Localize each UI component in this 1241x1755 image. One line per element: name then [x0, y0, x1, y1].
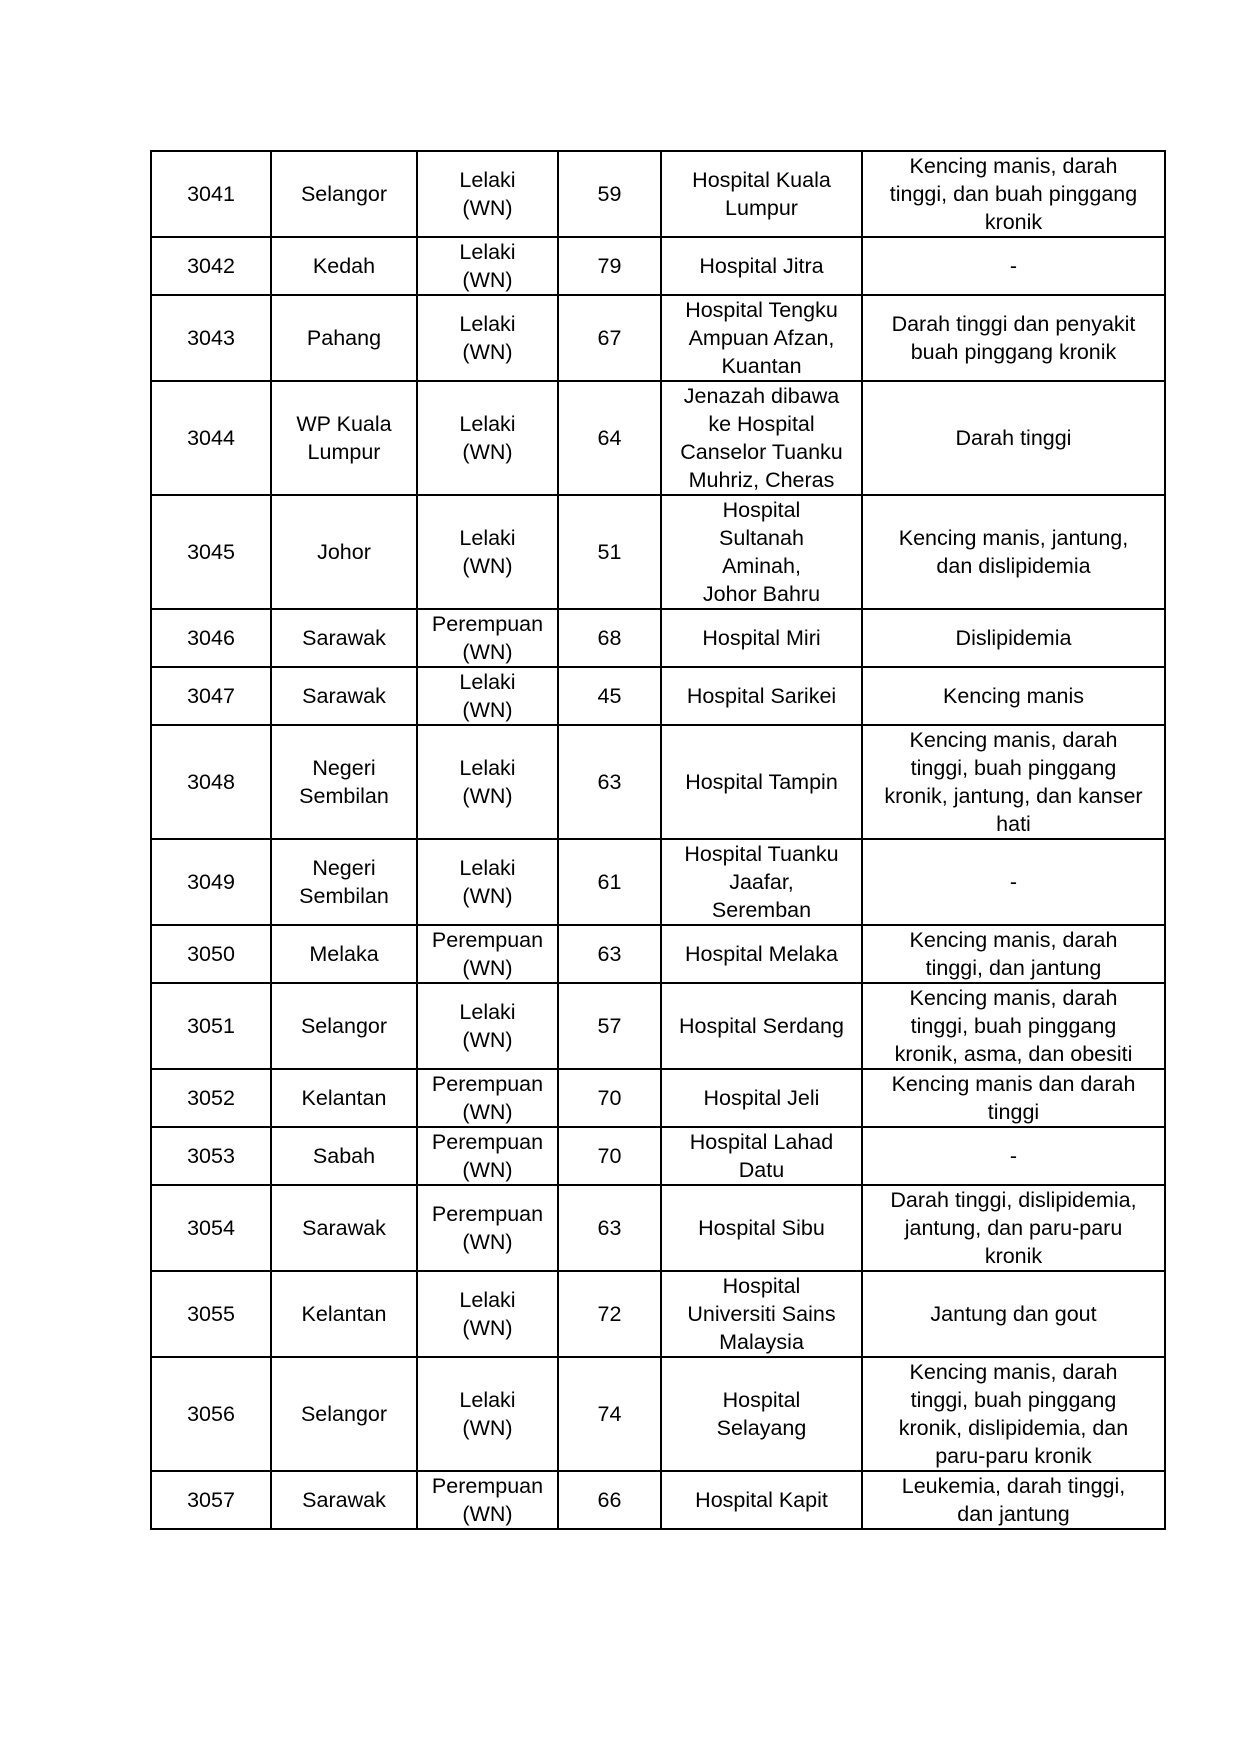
table-row [151, 381, 1165, 495]
case-number-cell: 3052 [151, 1069, 271, 1127]
comorbidity-cell: Kencing manis, darah tinggi, buah pinggang kronik, dislipidemia, dan paru-paru kronik [862, 1357, 1165, 1471]
comorbidity-cell: Kencing manis, darah tinggi, buah pinggang kronik, asma, dan obesiti [862, 983, 1165, 1069]
age-cell: 63 [558, 1185, 661, 1271]
table-row [151, 667, 1165, 725]
table-row [151, 1357, 1165, 1471]
comorbidity-cell: Kencing manis, darah tinggi, dan jantung [862, 925, 1165, 983]
age-cell: 66 [558, 1471, 661, 1529]
age-cell: 59 [558, 151, 661, 237]
state-cell: Sarawak [271, 1471, 417, 1529]
case-table-body [151, 151, 1165, 1529]
gender-cell: Lelaki (WN) [417, 1357, 558, 1471]
hospital-cell: Hospital Sultanah Aminah, Johor Bahru [661, 495, 862, 609]
hospital-cell: Hospital Tengku Ampuan Afzan, Kuantan [661, 295, 862, 381]
age-cell: 70 [558, 1069, 661, 1127]
state-cell: Sarawak [271, 667, 417, 725]
case-number-cell: 3056 [151, 1357, 271, 1471]
state-cell: Sabah [271, 1127, 417, 1185]
hospital-cell: Hospital Serdang [661, 983, 862, 1069]
hospital-cell: Hospital Lahad Datu [661, 1127, 862, 1185]
table-row [151, 237, 1165, 295]
gender-cell: Lelaki (WN) [417, 237, 558, 295]
age-cell: 64 [558, 381, 661, 495]
age-cell: 51 [558, 495, 661, 609]
hospital-cell: Hospital Jitra [661, 237, 862, 295]
age-cell: 72 [558, 1271, 661, 1357]
table-row [151, 1271, 1165, 1357]
comorbidity-cell: Darah tinggi dan penyakit buah pinggang kronik [862, 295, 1165, 381]
table-row [151, 1185, 1165, 1271]
age-cell: 57 [558, 983, 661, 1069]
hospital-cell: Hospital Tampin [661, 725, 862, 839]
case-number-cell: 3042 [151, 237, 271, 295]
comorbidity-cell: Darah tinggi, dislipidemia, jantung, dan paru-paru kronik [862, 1185, 1165, 1271]
gender-cell: Lelaki (WN) [417, 381, 558, 495]
age-cell: 61 [558, 839, 661, 925]
age-cell: 74 [558, 1357, 661, 1471]
state-cell: Negeri Sembilan [271, 725, 417, 839]
gender-cell: Lelaki (WN) [417, 839, 558, 925]
hospital-cell: Hospital Sarikei [661, 667, 862, 725]
table-row [151, 295, 1165, 381]
gender-cell: Perempuan (WN) [417, 1471, 558, 1529]
state-cell: Melaka [271, 925, 417, 983]
case-number-cell: 3041 [151, 151, 271, 237]
table-row [151, 1127, 1165, 1185]
table-row [151, 609, 1165, 667]
hospital-cell: Hospital Jeli [661, 1069, 862, 1127]
comorbidity-cell: Leukemia, darah tinggi, dan jantung [862, 1471, 1165, 1529]
gender-cell: Lelaki (WN) [417, 983, 558, 1069]
state-cell: Kelantan [271, 1069, 417, 1127]
comorbidity-cell: Darah tinggi [862, 381, 1165, 495]
gender-cell: Lelaki (WN) [417, 725, 558, 839]
comorbidity-cell: Kencing manis, darah tinggi, buah pinggang kronik, jantung, dan kanser hati [862, 725, 1165, 839]
state-cell: Sarawak [271, 1185, 417, 1271]
table-row [151, 1069, 1165, 1127]
case-number-cell: 3057 [151, 1471, 271, 1529]
gender-cell: Perempuan (WN) [417, 925, 558, 983]
table-row [151, 1471, 1165, 1529]
table-row [151, 925, 1165, 983]
table-row [151, 839, 1165, 925]
hospital-cell: Jenazah dibawa ke Hospital Canselor Tuanku Muhriz, Cheras [661, 381, 862, 495]
case-number-cell: 3053 [151, 1127, 271, 1185]
case-number-cell: 3047 [151, 667, 271, 725]
case-number-cell: 3050 [151, 925, 271, 983]
table-row [151, 151, 1165, 237]
hospital-cell: Hospital Sibu [661, 1185, 862, 1271]
age-cell: 63 [558, 925, 661, 983]
state-cell: WP Kuala Lumpur [271, 381, 417, 495]
case-number-cell: 3046 [151, 609, 271, 667]
age-cell: 79 [558, 237, 661, 295]
state-cell: Selangor [271, 151, 417, 237]
comorbidity-cell: - [862, 1127, 1165, 1185]
comorbidity-cell: - [862, 237, 1165, 295]
table-row [151, 983, 1165, 1069]
age-cell: 67 [558, 295, 661, 381]
state-cell: Kelantan [271, 1271, 417, 1357]
age-cell: 70 [558, 1127, 661, 1185]
case-table [150, 150, 1166, 1530]
age-cell: 68 [558, 609, 661, 667]
comorbidity-cell: Kencing manis [862, 667, 1165, 725]
gender-cell: Perempuan (WN) [417, 609, 558, 667]
comorbidity-cell: Kencing manis, jantung, dan dislipidemia [862, 495, 1165, 609]
hospital-cell: Hospital Melaka [661, 925, 862, 983]
hospital-cell: Hospital Kapit [661, 1471, 862, 1529]
age-cell: 45 [558, 667, 661, 725]
hospital-cell: Hospital Universiti Sains Malaysia [661, 1271, 862, 1357]
case-number-cell: 3055 [151, 1271, 271, 1357]
gender-cell: Lelaki (WN) [417, 667, 558, 725]
state-cell: Kedah [271, 237, 417, 295]
comorbidity-cell: Jantung dan gout [862, 1271, 1165, 1357]
state-cell: Selangor [271, 983, 417, 1069]
hospital-cell: Hospital Miri [661, 609, 862, 667]
state-cell: Johor [271, 495, 417, 609]
state-cell: Sarawak [271, 609, 417, 667]
table-row [151, 725, 1165, 839]
comorbidity-cell: Kencing manis dan darah tinggi [862, 1069, 1165, 1127]
case-number-cell: 3049 [151, 839, 271, 925]
state-cell: Pahang [271, 295, 417, 381]
gender-cell: Perempuan (WN) [417, 1069, 558, 1127]
state-cell: Selangor [271, 1357, 417, 1471]
gender-cell: Lelaki (WN) [417, 151, 558, 237]
case-number-cell: 3048 [151, 725, 271, 839]
gender-cell: Perempuan (WN) [417, 1185, 558, 1271]
state-cell: Negeri Sembilan [271, 839, 417, 925]
case-number-cell: 3045 [151, 495, 271, 609]
comorbidity-cell: Kencing manis, darah tinggi, dan buah pinggang kronik [862, 151, 1165, 237]
hospital-cell: Hospital Tuanku Jaafar, Seremban [661, 839, 862, 925]
gender-cell: Lelaki (WN) [417, 1271, 558, 1357]
comorbidity-cell: Dislipidemia [862, 609, 1165, 667]
table-row [151, 495, 1165, 609]
case-number-cell: 3043 [151, 295, 271, 381]
case-number-cell: 3054 [151, 1185, 271, 1271]
hospital-cell: Hospital Kuala Lumpur [661, 151, 862, 237]
gender-cell: Perempuan (WN) [417, 1127, 558, 1185]
case-number-cell: 3044 [151, 381, 271, 495]
hospital-cell: Hospital Selayang [661, 1357, 862, 1471]
gender-cell: Lelaki (WN) [417, 495, 558, 609]
case-number-cell: 3051 [151, 983, 271, 1069]
age-cell: 63 [558, 725, 661, 839]
gender-cell: Lelaki (WN) [417, 295, 558, 381]
comorbidity-cell: - [862, 839, 1165, 925]
